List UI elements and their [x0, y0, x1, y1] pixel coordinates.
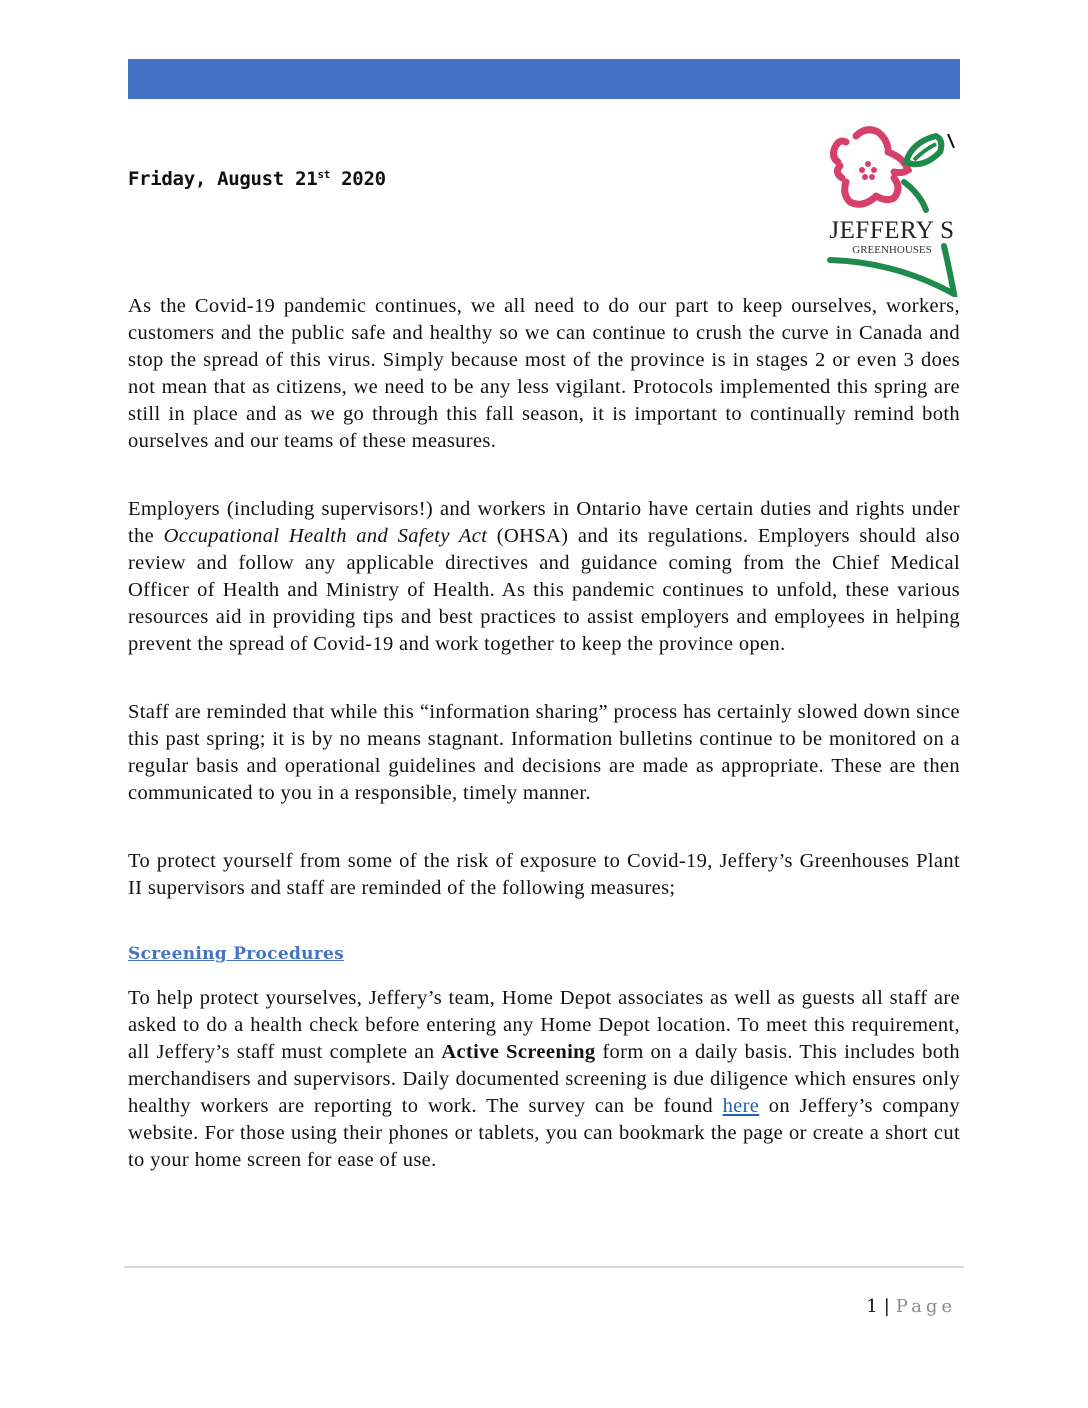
paragraph-screening-text-2: form on a daily basis. This includes both merchandisers and supervisors. Daily documented screening is due diligence which ensures only healthy workers are reporting to work. The survey can be found: [128, 1041, 960, 1117]
ohsa-act-title: Occupational Health and Safety Act: [163, 525, 488, 547]
jefferys-greenhouses-logo: [816, 122, 966, 297]
date-year: 2020: [330, 168, 386, 190]
date-prefix: Friday, August 21: [128, 168, 318, 190]
paragraph-intro: As the Covid-19 pandemic continues, we all need to do our part to keep ourselves, workers, customers and the public safe and healthy so we can continue to crush the curve in Canada and stop the spread of this virus. Simply because most of the province is in stages 2 or even 3 does not mean that as citizens, we need to be any less vigilant. Protocols implemented this spring are still in place and as we go through this fall season, it is important to continually remind both ourselves and our teams of these measures.: [128, 295, 960, 452]
page-label: Page: [895, 1296, 956, 1317]
logo-wordmark: JEFFERY S: [829, 217, 955, 244]
paragraph-measures-intro: To protect yourself from some of the risk of exposure to Covid-19, Jeffery’s Greenhouses Plant II supervisors and staff are reminded of the following measures;: [128, 850, 960, 899]
section-heading-screening-procedures: Screening Procedures: [128, 944, 345, 964]
active-screening-bold: Active Screening: [441, 1041, 596, 1063]
paragraph-screening: [128, 985, 960, 1174]
document-date: [128, 168, 386, 190]
footer-divider: [124, 1266, 964, 1268]
paragraph-ohsa-text-2: (OHSA) and its regulations. Employers should also review and follow any applicable directives and guidance coming from the Chief Medical Officer of Health and Ministry of Health. As this pandemic continues to unfold, these various resources aid in providing tips and best practices to assist employers and employees in helping prevent the spread of Covid-19 and work together to keep the province open.: [128, 525, 960, 655]
paragraph-ohsa: [128, 496, 960, 658]
paragraph-information-sharing: Staff are reminded that while this “information sharing” process has certainly slowed down since this past spring; it is by no means stagnant. Information bulletins continue to be monitored on a regular basis and operational guidelines and decisions are made as appropriate. These are then communicated to you in a responsible, timely manner.: [128, 701, 960, 804]
paragraph-screening-text-3: on Jeffery’s company website. For those using their phones or tablets, you can bookmark the page or create a short cut to your home screen for ease of use.: [128, 1095, 960, 1171]
page-separator: |: [883, 1296, 890, 1317]
page-number: 1: [866, 1296, 878, 1317]
paragraph-screening-text-1: To help protect yourselves, Jeffery’s team, Home Depot associates as well as guests all staff are asked to do a health check before entering any Home Depot location. To meet this requirement, all Jeffery’s staff must complete an: [128, 987, 960, 1063]
date-ordinal-suffix: st: [317, 168, 331, 181]
paragraph-ohsa-text-1: Employers (including supervisors!) and workers in Ontario have certain duties and rights under the: [128, 498, 960, 547]
document-header-banner: [128, 59, 960, 131]
logo-subtitle: GREENHOUSES: [852, 244, 932, 256]
survey-here-link[interactable]: here: [722, 1095, 760, 1117]
page-number-footer: [866, 1296, 956, 1317]
flower-logo-icon: [816, 122, 966, 297]
document-title: COVID 2019 OPERATING PROCEDURES FOR GARDEN CENTERS: [231, 107, 868, 131]
